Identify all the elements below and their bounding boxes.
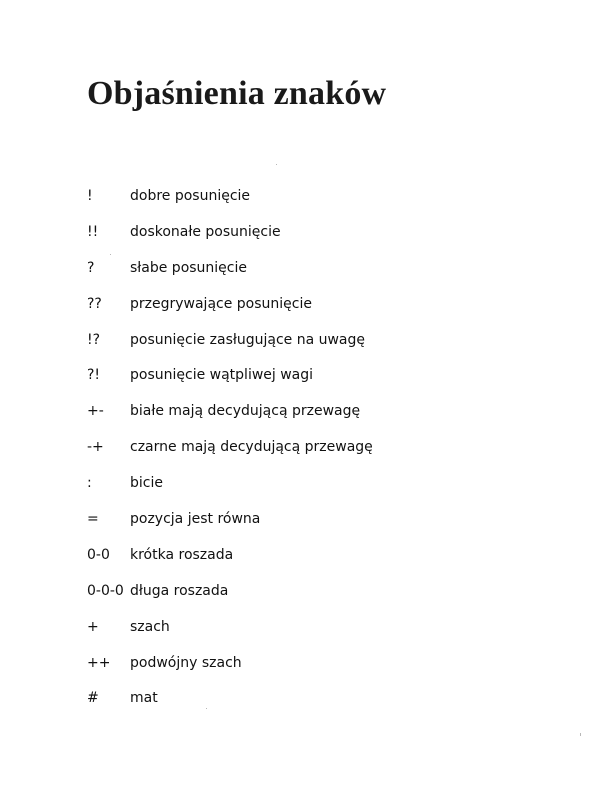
legend-item [87, 645, 547, 681]
legend-symbol: ?? [87, 295, 102, 312]
legend-symbol: !? [87, 331, 101, 348]
legend-symbol: # [87, 690, 99, 707]
legend-symbol: +- [87, 403, 104, 420]
page-title: Objaśnienia znaków [87, 75, 387, 112]
legend-description: szach [130, 618, 170, 635]
legend-symbol: -+ [87, 439, 104, 456]
legend-description: pozycja jest równa [130, 510, 261, 527]
legend-item [87, 322, 547, 358]
legend-item [87, 357, 547, 393]
symbol-legend [87, 178, 547, 716]
legend-symbol: 0-0-0 [87, 582, 124, 599]
legend-item [87, 501, 547, 537]
legend-description: przegrywające posunięcie [130, 295, 312, 312]
legend-symbol: ++ [87, 654, 111, 671]
legend-symbol: + [87, 618, 99, 635]
scan-speck [580, 733, 581, 736]
legend-description: doskonałe posunięcie [130, 223, 281, 240]
scan-speck [206, 708, 207, 709]
legend-symbol: = [87, 510, 99, 527]
legend-symbol: ? [87, 259, 95, 276]
legend-symbol: ?! [87, 367, 101, 384]
legend-item [87, 214, 547, 250]
legend-description: posunięcie zasługujące na uwagę [130, 331, 366, 348]
legend-item [87, 429, 547, 465]
legend-item [87, 393, 547, 429]
legend-item [87, 178, 547, 214]
legend-description: długa roszada [130, 582, 229, 599]
legend-description: bicie [130, 475, 163, 492]
legend-item [87, 573, 547, 609]
legend-description: słabe posunięcie [130, 259, 247, 276]
legend-description: białe mają decydującą przewagę [130, 403, 361, 420]
legend-symbol: !! [87, 223, 99, 240]
legend-description: czarne mają decydującą przewagę [130, 439, 373, 456]
legend-description: dobre posunięcie [130, 187, 251, 204]
legend-item [87, 465, 547, 501]
legend-item [87, 286, 547, 322]
legend-symbol: 0-0 [87, 546, 110, 563]
legend-item [87, 680, 547, 716]
legend-description: podwójny szach [130, 654, 242, 671]
legend-symbol: ! [87, 187, 93, 204]
legend-item [87, 609, 547, 645]
legend-description: mat [130, 690, 158, 707]
scan-speck [276, 164, 277, 165]
legend-description: posunięcie wątpliwej wagi [130, 367, 314, 384]
scan-speck [110, 254, 111, 255]
legend-item [87, 537, 547, 573]
legend-description: krótka roszada [130, 546, 234, 563]
legend-symbol: : [87, 475, 92, 492]
legend-item [87, 250, 547, 286]
